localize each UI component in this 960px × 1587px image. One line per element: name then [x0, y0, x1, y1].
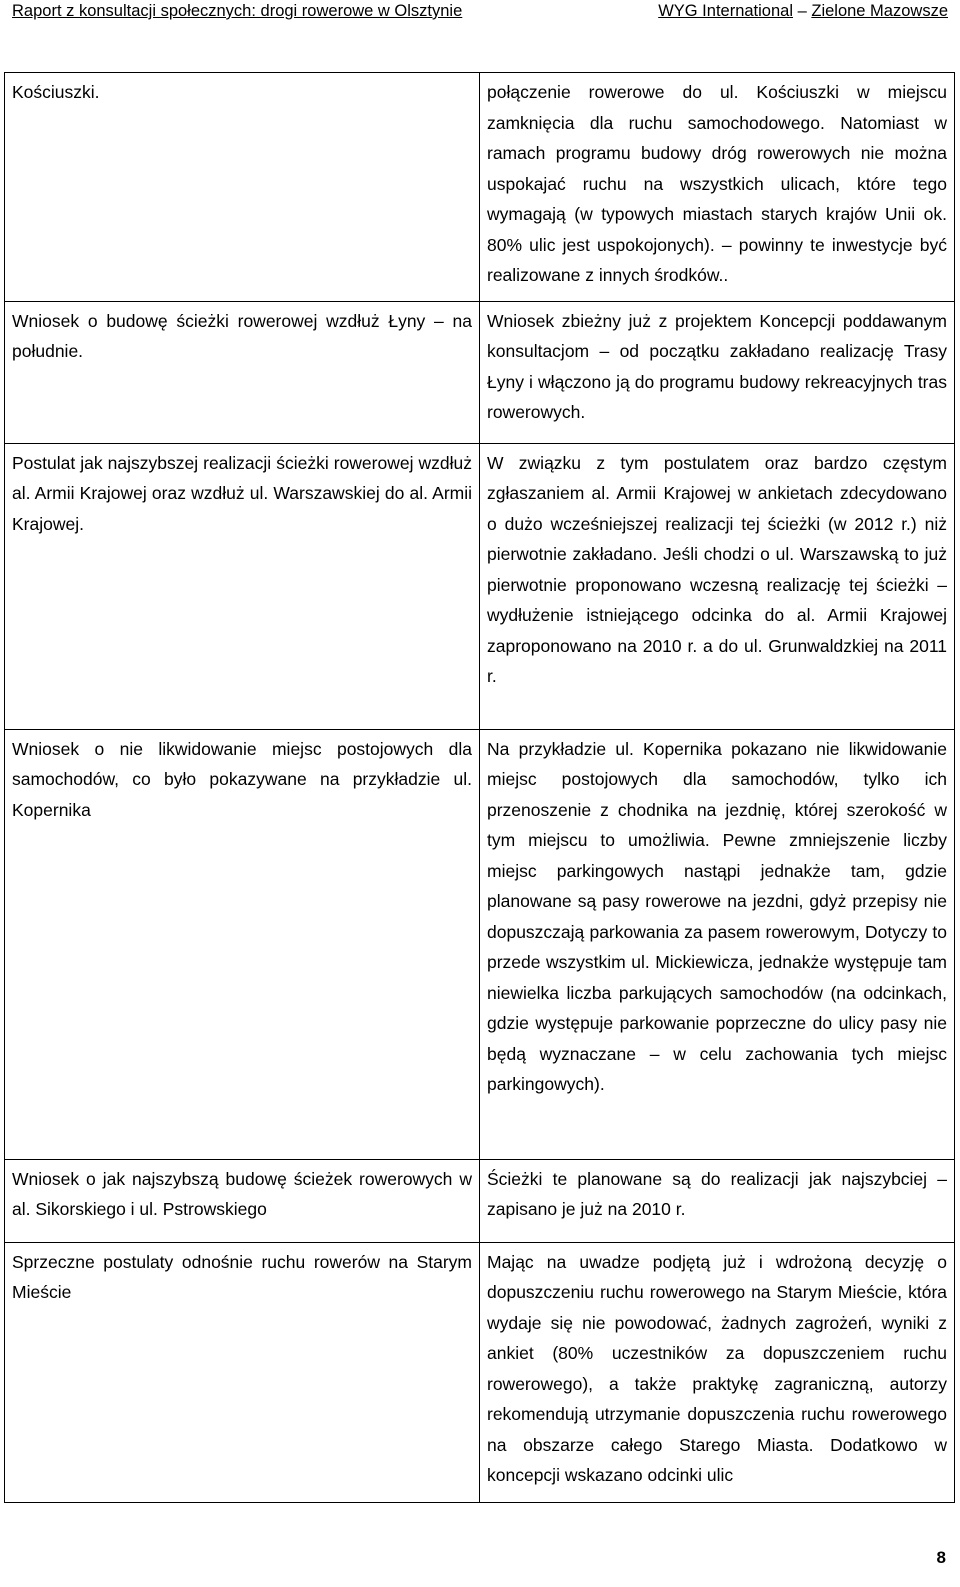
author-partner: Zielone Mazowsze [811, 2, 948, 20]
response-cell: Ścieżki te planowane są do realizacji jak najszybciej – zapisano je już na 2010 r. [480, 1159, 955, 1242]
consultation-table [4, 72, 955, 1503]
page-number: 8 [936, 1548, 946, 1567]
request-cell: Postulat jak najszybszej realizacji ścieżki rowerowej wzdłuż al. Armii Krajowej oraz wzdłuż ul. Warszawskiej do al. Armii Krajowej. [5, 443, 480, 729]
request-cell: Wniosek o nie likwidowanie miejsc postojowych dla samochodów, co było pokazywane na przykładzie ul. Kopernika [5, 729, 480, 1159]
table-row [5, 301, 955, 443]
response-cell: Wniosek zbieżny już z projektem Koncepcji poddawanym konsultacjom – od początku zakładano realizację Trasy Łyny i włączono ją do programu budowy rekreacyjnych tras rowerowych. [480, 301, 955, 443]
page-header [12, 0, 948, 36]
table-row [5, 1242, 955, 1502]
table-row [5, 73, 955, 302]
request-cell: Wniosek o budowę ścieżki rowerowej wzdłuż Łyny – na południe. [5, 301, 480, 443]
table-row [5, 1159, 955, 1242]
request-cell: Kościuszki. [5, 73, 480, 302]
request-cell: Wniosek o jak najszybszą budowę ścieżek rowerowych w al. Sikorskiego i ul. Pstrowskiego [5, 1159, 480, 1242]
report-title: Raport z konsultacji społecznych: drogi rowerowe w Olsztynie [12, 2, 463, 20]
report-authors [658, 2, 948, 21]
response-cell: połączenie rowerowe do ul. Kościuszki w miejscu zamknięcia dla ruchu samochodowego. Natomiast w ramach programu budowy dróg rowerowych nie można uspokajać ruchu na wszystkich ulicach, które tego wymagają (w typowych miastach starych krajów Unii ok. 80% ulic jest uspokojonych). – powinny te inwestycje być realizowane z innych środków.. [480, 73, 955, 302]
request-cell: Sprzeczne postulaty odnośnie ruchu rowerów na Starym Mieście [5, 1242, 480, 1502]
author-separator: – [793, 2, 812, 20]
author-org: WYG International [658, 2, 793, 20]
response-cell: Na przykładzie ul. Kopernika pokazano nie likwidowanie miejsc postojowych dla samochodów, tylko ich przenoszenie z chodnika na jezdnię, której szerokość w tym miejscu to umożliwia. Pewne zmniejszenie liczby miejsc parkingowych nastąpi jednakże tam, gdzie planowane są pasy rowerowe na jezdni, gdyż przepisy nie dopuszczają parkowania za pasem rowerowym, Dotyczy to przede wszystkim ul. Mickiewicza, jednakże występuje tam niewielka liczba parkujących samochodów (na odcinkach, gdzie występuje parkowanie poprzeczne do ulicy pasy nie będą wyznaczane – w celu zachowania tych miejsc parkingowych). [480, 729, 955, 1159]
table-row [5, 729, 955, 1159]
response-cell: Mając na uwadze podjętą już i wdrożoną decyzję o dopuszczeniu ruchu rowerowego na Starym Mieście, która wydaje się nie powodować, żadnych zagrożeń, wyniki z ankiet (80% uczestników za dopuszczeniem ruchu rowerowego), a także praktykę zagraniczną, autorzy rekomendują utrzymanie dopuszczenia ruchu rowerowego na obszarze całego Starego Miasta. Dodatkowo w koncepcji wskazano odcinki ulic [480, 1242, 955, 1502]
response-cell: W związku z tym postulatem oraz bardzo częstym zgłaszaniem al. Armii Krajowej w ankietach zdecydowano o dużo wcześniejszej realizacji tej ścieżki (w 2012 r.) niż pierwotnie zakładano. Jeśli chodzi o ul. Warszawską to już pierwotnie proponowano wczesną realizację tej ścieżki – wydłużenie istniejącego odcinka do al. Armii Krajowej zaproponowano na 2010 r. a do ul. Grunwaldzkiej na 2011 r. [480, 443, 955, 729]
table-row [5, 443, 955, 729]
